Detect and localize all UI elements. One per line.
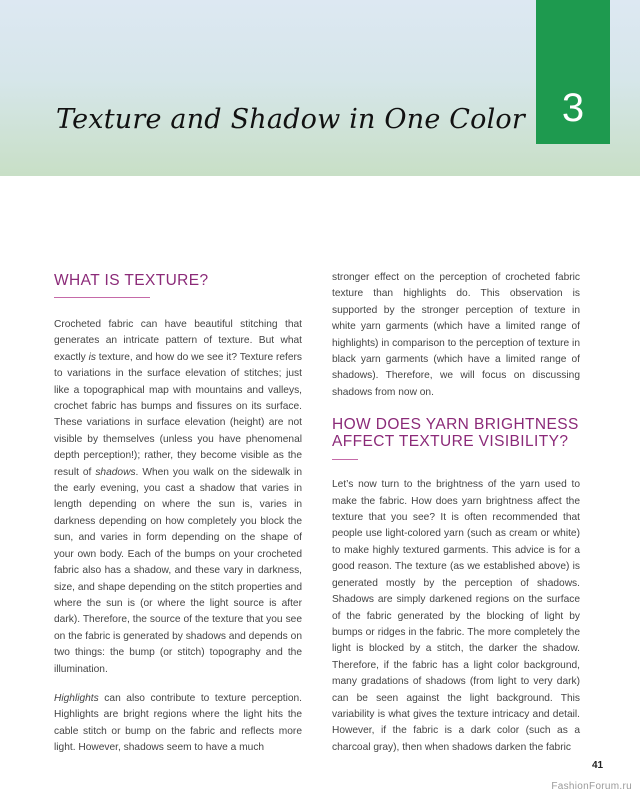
- heading-rule: [54, 297, 150, 298]
- chapter-tab: [536, 0, 610, 144]
- watermark: FashionForum.ru: [551, 781, 632, 792]
- paragraph-texture-intro: [54, 317, 302, 678]
- paragraph-shadows-stronger: stronger effect on the perception of crocheted fabric texture than highlights do. This observation is supported by the stronger perception of texture in white yarn garments (which have a limited range of highlights) in comparison to the perception of texture in black yarn garments (which have a limited range of shadows). Therefore, we will focus on discussing shadows from now on.: [332, 272, 580, 398]
- text-run: can also contribute to texture perception. Highlights are bright regions where the light hits the cable stitch or bump on the fabric and reflects more light. However, shadows seem to have a much: [54, 692, 302, 754]
- heading-rule: [332, 459, 358, 460]
- chapter-title: Texture and Shadow in One Color: [56, 104, 525, 135]
- heading-line-1: HOW DOES YARN BRIGHTNESS: [332, 416, 579, 434]
- text-run: Crocheted fabric can have beautiful stitching that generates an intricate pattern of texture. But what exactly: [54, 319, 302, 363]
- text-run-italic: shadows: [95, 466, 136, 478]
- heading-text: WHAT IS TEXTURE?: [54, 272, 209, 289]
- section-heading-yarn-brightness: [332, 416, 580, 467]
- section-heading-what-is-texture: [54, 272, 302, 306]
- text-run-italic: Highlights: [54, 692, 99, 704]
- heading-line-2: AFFECT TEXTURE VISIBILITY?: [332, 433, 569, 451]
- chapter-number: 3: [561, 86, 585, 130]
- text-run-italic: is: [88, 351, 96, 363]
- text-run: . When you walk on the sidewalk in the early evening, you cast a shadow that varies in length depending on where the sun is, varies in darkness depending on how completely you block the sun, and varies in form depending on the shape of your own body. Each of the bumps on your crocheted fabric also has a shadow, and these vary in darkness, size, and shape depending on the stitch properties and where the sun is (or where the light source is after dark). Therefore, the source of the texture that you see on the fabric is generated by shadows and depends on two things: the bump (or stitch) topography and the illumination.: [54, 466, 302, 675]
- left-column: [54, 272, 302, 757]
- paragraph-yarn-brightness: Let’s now turn to the brightness of the yarn used to make the fabric. How does yarn brightness affect the texture that you see? It is often recommended that people use light-colored yarn (such as cream or white) to make highly textured garments. This advice is for a good reason. The texture (as we established above) is generated mostly by the perception of shadows. Shadows are simply darkened regions on the surface of the fabric generated by the blocking of light by bumps or ridges in the fabric. The more completely the light is blocked by a stitch, the darker the shadow. Therefore, if the fabric has a light color background, many gradations of shadows (from light to very dark) can be seen against the light background. This variability is what gives the texture intricacy and detail. However, if the fabric is a dark color (such as a charcoal gray), then when shadows darken the fabric: [332, 479, 580, 753]
- right-column: [332, 270, 580, 756]
- paragraph-highlights: [54, 691, 302, 757]
- text-run: texture, and how do we see it? Texture refers to variations in the surface elevation of stitches; just like a topographical map with mountains and valleys, crochet fabric has bumps and fissures on its surface. These variations in surface elevation (height) are not visible by themselves (unless you have phenomenal depth perception!); rather, they become visible as the result of: [54, 351, 302, 478]
- page-number: 41: [592, 760, 604, 771]
